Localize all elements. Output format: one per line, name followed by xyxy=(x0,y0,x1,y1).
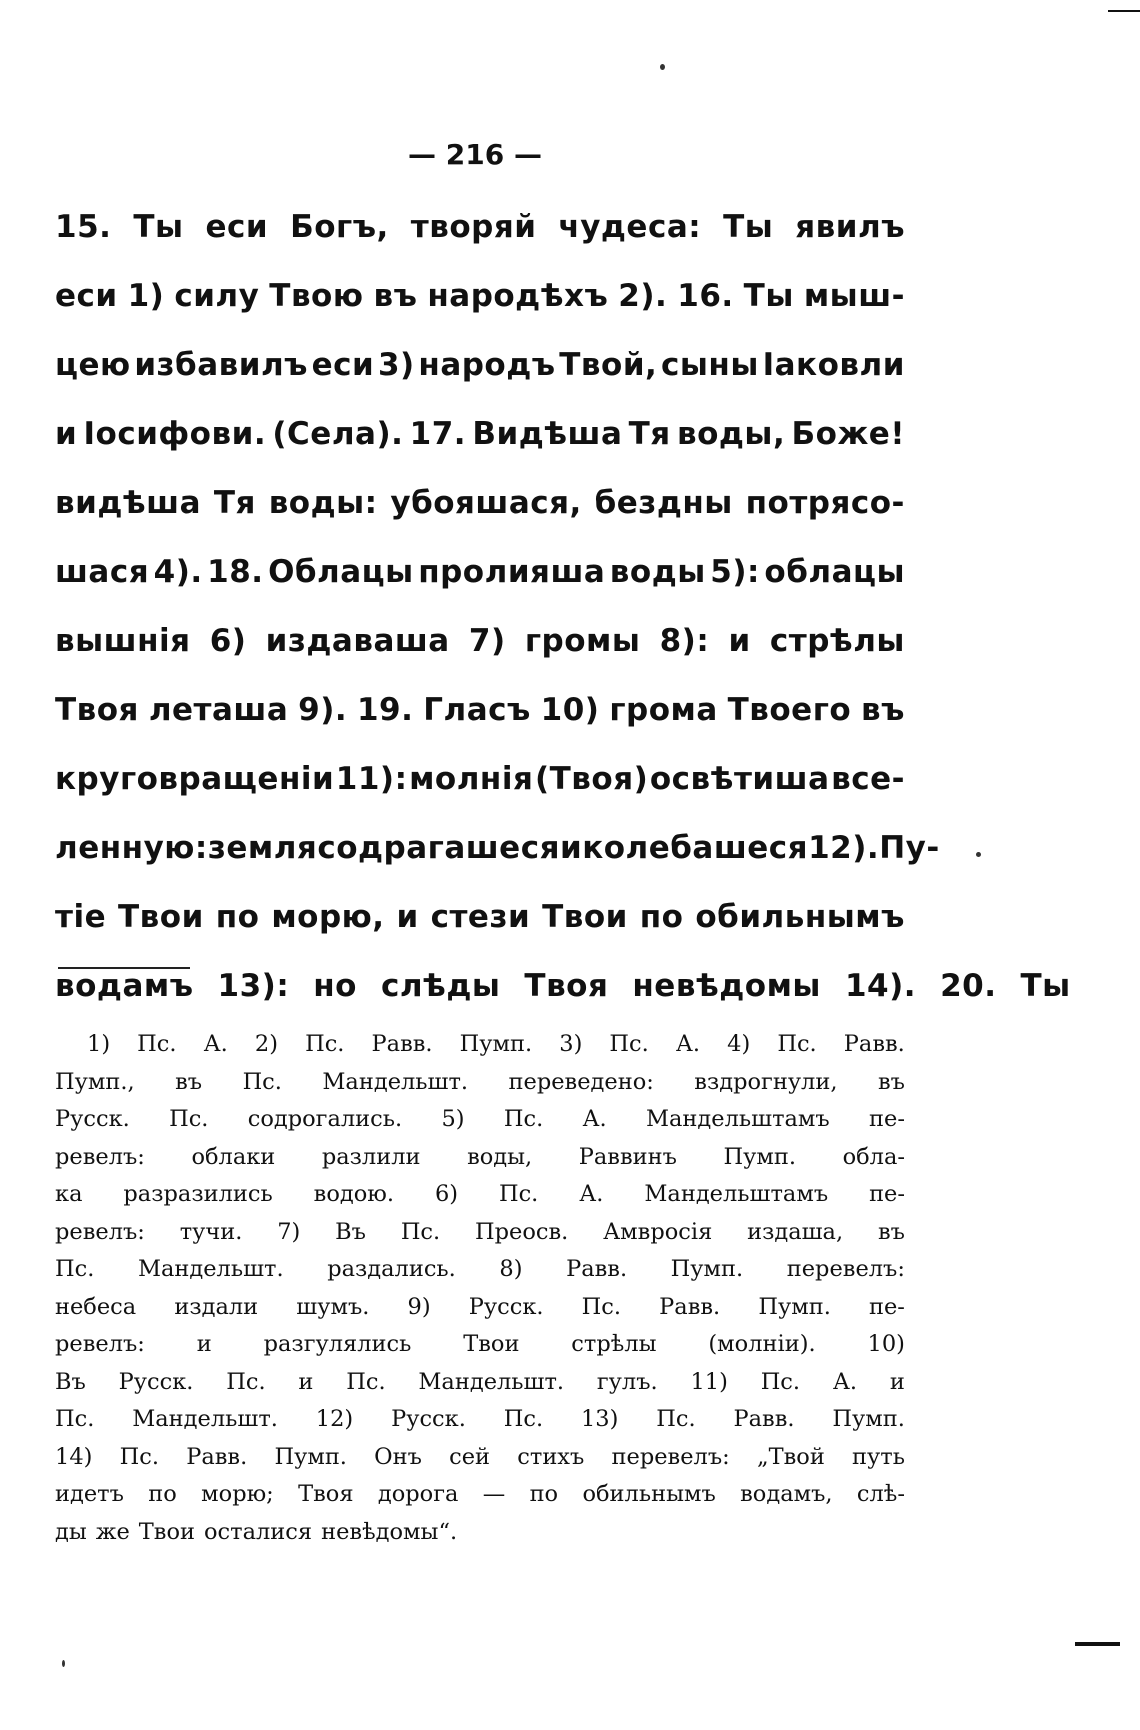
word: издаша, xyxy=(747,1218,844,1245)
word: 14) xyxy=(55,1443,93,1470)
word: ка xyxy=(55,1181,83,1207)
word: Пс. xyxy=(226,1368,266,1395)
footnote-line xyxy=(55,1251,905,1289)
word: Твоя xyxy=(55,692,139,728)
word: стрѣлы xyxy=(769,623,905,659)
word: дорога xyxy=(377,1481,459,1507)
word: шумъ. xyxy=(296,1293,370,1320)
word: ревелъ: xyxy=(55,1331,145,1357)
footnotes xyxy=(55,1026,905,1551)
word: и xyxy=(728,623,751,659)
word: воды, xyxy=(467,1143,533,1170)
word: Пумп., xyxy=(55,1068,135,1095)
word: Іаковли xyxy=(762,347,905,383)
word: стези xyxy=(430,899,531,935)
word: Гласъ xyxy=(423,692,531,728)
word: по xyxy=(529,1481,559,1507)
word: 1) xyxy=(127,278,165,314)
word: Русск. xyxy=(468,1293,544,1320)
word: Ты xyxy=(743,278,794,314)
psalm-text xyxy=(55,193,1071,1021)
word: разразились xyxy=(123,1181,273,1207)
word: 5): xyxy=(710,554,760,590)
word: пе- xyxy=(868,1293,905,1320)
word: воды: xyxy=(268,485,378,521)
word: сей xyxy=(449,1443,491,1470)
word: перевелъ: xyxy=(786,1256,905,1282)
footnote-separator xyxy=(58,967,190,969)
word: все- xyxy=(831,761,905,797)
word: водамъ xyxy=(55,968,194,1004)
word: Іосифови. xyxy=(83,416,267,452)
text-line xyxy=(55,745,905,814)
word: и xyxy=(559,830,583,866)
word: ревелъ: xyxy=(55,1218,145,1245)
word: Твою xyxy=(269,278,364,314)
word: невѣдомы“. xyxy=(321,1518,458,1545)
word: 2) xyxy=(254,1031,278,1057)
word: народѣхъ xyxy=(427,278,609,314)
text-line xyxy=(55,814,940,883)
word: 8): xyxy=(659,623,710,659)
word: Пс. xyxy=(777,1031,817,1057)
footnote-line xyxy=(55,1289,905,1327)
word: потрясо- xyxy=(745,485,905,521)
word: разгулялись xyxy=(263,1331,412,1357)
word: еси xyxy=(55,278,118,314)
text-line xyxy=(55,676,905,745)
word: Равв. xyxy=(733,1406,795,1432)
word: Пс. xyxy=(503,1406,544,1432)
word: грома xyxy=(609,692,718,728)
word: и xyxy=(298,1368,314,1395)
footnote-line xyxy=(55,1364,905,1402)
word: 17. xyxy=(409,416,467,452)
word: по xyxy=(639,899,684,935)
word: Твоя xyxy=(298,1481,354,1507)
word: 4) xyxy=(727,1031,751,1057)
word: въ xyxy=(861,692,905,728)
word: (Твоя) xyxy=(534,761,649,797)
word: убояшася, xyxy=(390,485,582,521)
word: по xyxy=(148,1481,177,1507)
word: Русск. xyxy=(391,1406,466,1432)
footnote-line xyxy=(55,1026,905,1064)
word: слѣ- xyxy=(856,1481,905,1507)
word: Твой, xyxy=(559,347,658,383)
word: Богъ, xyxy=(290,209,389,245)
word: Пс. xyxy=(609,1031,649,1057)
word: Мандельшт. xyxy=(137,1256,284,1282)
word: громы xyxy=(524,623,641,659)
word: Равв. xyxy=(843,1031,905,1057)
word: 13): xyxy=(217,968,290,1004)
word: по xyxy=(215,899,260,935)
word: водамъ, xyxy=(740,1481,833,1507)
word: 16. xyxy=(677,278,734,314)
word: 11) xyxy=(690,1368,728,1395)
word: — xyxy=(482,1481,506,1507)
word: Преосв. xyxy=(475,1218,569,1245)
word: А. xyxy=(579,1181,604,1207)
word: Онъ xyxy=(374,1443,422,1470)
word: водою. xyxy=(313,1181,395,1207)
word: въ xyxy=(877,1218,905,1245)
text-line xyxy=(55,400,905,469)
word: 3) xyxy=(559,1031,583,1057)
word: содрагашеся xyxy=(317,830,560,866)
word: Ты xyxy=(1020,968,1071,1004)
word: Облацы xyxy=(268,554,414,590)
footnote-line xyxy=(55,1064,905,1102)
word: слѣды xyxy=(380,968,501,1004)
footnote-line xyxy=(55,1476,905,1514)
text-line xyxy=(55,469,905,538)
word: мыш- xyxy=(803,278,905,314)
text-line xyxy=(55,952,1071,1021)
word: творяй xyxy=(410,209,537,245)
word: пролияша xyxy=(418,554,606,590)
word: небеса xyxy=(55,1293,137,1320)
word: земля xyxy=(207,830,318,866)
word: 3) xyxy=(377,347,415,383)
text-line xyxy=(55,883,905,952)
word: издаваша xyxy=(265,623,450,659)
word: Боже! xyxy=(791,416,905,452)
footnote-line xyxy=(55,1139,905,1177)
word: 1) xyxy=(87,1031,111,1057)
word: бездны xyxy=(594,485,733,521)
word: въ xyxy=(877,1068,905,1095)
word: Пс. xyxy=(55,1406,95,1432)
word: въ xyxy=(175,1068,203,1095)
word: въ xyxy=(373,278,418,314)
word: сыны xyxy=(661,347,759,383)
word: идетъ xyxy=(55,1481,124,1507)
word: и xyxy=(196,1331,212,1357)
word: Равв. xyxy=(659,1293,721,1320)
word: обильнымъ xyxy=(695,899,905,935)
word: облацы xyxy=(764,554,905,590)
word: „Твой xyxy=(756,1443,825,1470)
word: 19. xyxy=(356,692,414,728)
word: Пу- xyxy=(879,830,940,866)
word: 10) xyxy=(540,692,600,728)
footnote-line xyxy=(55,1514,905,1552)
word: 10) xyxy=(867,1331,905,1357)
word: 4). xyxy=(153,554,203,590)
word: Мандельшт. xyxy=(132,1406,278,1432)
word: Пс. xyxy=(581,1293,622,1320)
word: Пс. xyxy=(346,1368,386,1395)
word: силу xyxy=(174,278,260,314)
word: ленную: xyxy=(55,830,208,866)
word: Пс. xyxy=(656,1406,696,1432)
word: А. xyxy=(832,1368,858,1395)
word: и xyxy=(396,899,419,935)
text-line xyxy=(55,607,905,676)
word: перевелъ: xyxy=(611,1443,730,1470)
word: 11): xyxy=(335,761,408,797)
word: Въ xyxy=(55,1368,86,1395)
word: содрогались. xyxy=(247,1106,403,1132)
word: А. xyxy=(582,1106,607,1132)
word: Въ xyxy=(335,1218,366,1245)
scan-speck xyxy=(62,1660,65,1667)
word: (Села). xyxy=(272,416,404,452)
word: обильнымъ xyxy=(582,1481,716,1507)
word: Пс. xyxy=(400,1218,441,1245)
word: Пс. xyxy=(305,1031,345,1057)
word: А. xyxy=(675,1031,701,1057)
word: Пумп. xyxy=(723,1143,797,1170)
word: Твои xyxy=(463,1331,520,1357)
word: воды xyxy=(609,554,706,590)
word: обла- xyxy=(842,1143,905,1170)
footnote-line xyxy=(55,1214,905,1252)
word: Русск. xyxy=(55,1106,130,1132)
word: вышнія xyxy=(55,623,191,659)
word: раздались. xyxy=(327,1256,456,1282)
word: 7) xyxy=(277,1218,301,1245)
word: пе- xyxy=(869,1181,905,1207)
scan-edge-mark xyxy=(1075,1642,1120,1646)
word: 14). xyxy=(844,968,917,1004)
text-line xyxy=(55,262,905,331)
word: Ты xyxy=(723,209,774,245)
word: 12) xyxy=(315,1406,354,1432)
word: Ты xyxy=(133,209,184,245)
word: народъ xyxy=(418,347,556,383)
word: 2). xyxy=(618,278,668,314)
word: Равв. xyxy=(566,1256,628,1282)
scan-edge-mark xyxy=(1108,10,1140,12)
word: Пумп. xyxy=(832,1406,905,1432)
word: Пумп. xyxy=(758,1293,831,1320)
word: Пс. xyxy=(119,1443,159,1470)
footnote-line xyxy=(55,1326,905,1364)
word: Русск. xyxy=(118,1368,194,1395)
word: колебашеся xyxy=(582,830,809,866)
word: видѣша xyxy=(55,485,202,521)
text-line xyxy=(55,538,905,607)
word: тучи. xyxy=(179,1218,243,1245)
word: тіе xyxy=(55,899,107,935)
word: 12). xyxy=(808,830,880,866)
word: освѣтиша xyxy=(649,761,830,797)
word: избавилъ xyxy=(134,347,308,383)
word: 9). xyxy=(298,692,348,728)
scan-speck xyxy=(976,852,981,857)
page-number: — 216 — xyxy=(408,138,542,171)
word: 6) xyxy=(434,1181,459,1207)
word: Раввинъ xyxy=(578,1143,677,1170)
footnote-line xyxy=(55,1439,905,1477)
word: Твоя xyxy=(524,968,609,1004)
word: Пумп. xyxy=(274,1443,347,1470)
word: явилъ xyxy=(795,209,905,245)
word: цею xyxy=(55,347,131,383)
word: 9) xyxy=(407,1293,431,1320)
word: 8) xyxy=(499,1256,523,1282)
footnote-line xyxy=(55,1101,905,1139)
word: морю; xyxy=(201,1481,274,1507)
word: А. xyxy=(203,1031,228,1057)
word: Тя xyxy=(213,485,256,521)
word: чудеса: xyxy=(558,209,702,245)
word: Пумп. xyxy=(670,1256,744,1282)
word: Видѣша xyxy=(472,416,623,452)
word: осталися xyxy=(204,1518,313,1545)
text-line xyxy=(55,193,905,262)
word: Пс. xyxy=(55,1256,95,1282)
word: вздрогнули, xyxy=(694,1068,838,1095)
word: Пумп. xyxy=(459,1031,533,1057)
word: Твои xyxy=(542,899,628,935)
word: и xyxy=(889,1368,905,1395)
word: Равв. xyxy=(371,1031,433,1057)
word: Тя xyxy=(628,416,671,452)
word: Амвросія xyxy=(603,1218,713,1245)
word: Равв. xyxy=(186,1443,248,1470)
word: Твои xyxy=(138,1518,195,1545)
text-line xyxy=(55,331,905,400)
word: но xyxy=(313,968,357,1004)
word: (молніи). xyxy=(708,1331,816,1357)
word: воды, xyxy=(676,416,786,452)
word: 7) xyxy=(468,623,506,659)
word: пе- xyxy=(869,1106,905,1132)
word: еси xyxy=(205,209,269,245)
word: 18. xyxy=(207,554,264,590)
word: Мандельшт. xyxy=(322,1068,469,1095)
word: Твои xyxy=(118,899,204,935)
word: Мандельштамъ xyxy=(644,1181,829,1207)
word: и xyxy=(55,416,78,452)
word: морю, xyxy=(271,899,385,935)
word: Пс. xyxy=(169,1106,209,1132)
word: 20. xyxy=(940,968,997,1004)
word: круговращеніи xyxy=(55,761,335,797)
scan-speck xyxy=(660,64,665,70)
word: 13) xyxy=(580,1406,619,1432)
word: 15. xyxy=(55,209,112,245)
word: Твоего xyxy=(727,692,852,728)
word: молнія xyxy=(409,761,534,797)
word: ревелъ: xyxy=(55,1143,145,1170)
footnote-line xyxy=(55,1401,905,1439)
word: 5) xyxy=(441,1106,465,1132)
word: стрѣлы xyxy=(571,1331,657,1357)
word: Пс. xyxy=(242,1068,282,1095)
word: еси xyxy=(311,347,375,383)
word: Пс. xyxy=(760,1368,801,1395)
word: Мандельштамъ xyxy=(645,1106,830,1132)
word: ды xyxy=(55,1518,87,1545)
word: путь xyxy=(852,1443,905,1470)
word: же xyxy=(95,1518,130,1545)
footnote-line xyxy=(55,1176,905,1214)
word: разлили xyxy=(321,1143,421,1170)
word: гулъ. xyxy=(596,1368,658,1395)
word: облаки xyxy=(191,1143,276,1170)
word: невѣдомы xyxy=(632,968,821,1004)
word: 6) xyxy=(209,623,247,659)
word: Пс. xyxy=(137,1031,177,1057)
word: издали xyxy=(174,1293,259,1320)
word: леташа xyxy=(148,692,289,728)
word: стихъ xyxy=(517,1443,585,1470)
word: Пс. xyxy=(503,1106,544,1132)
word: переведено: xyxy=(508,1068,654,1095)
word: Пс. xyxy=(498,1181,539,1207)
word: шася xyxy=(55,554,150,590)
word: Мандельшт. xyxy=(418,1368,565,1395)
